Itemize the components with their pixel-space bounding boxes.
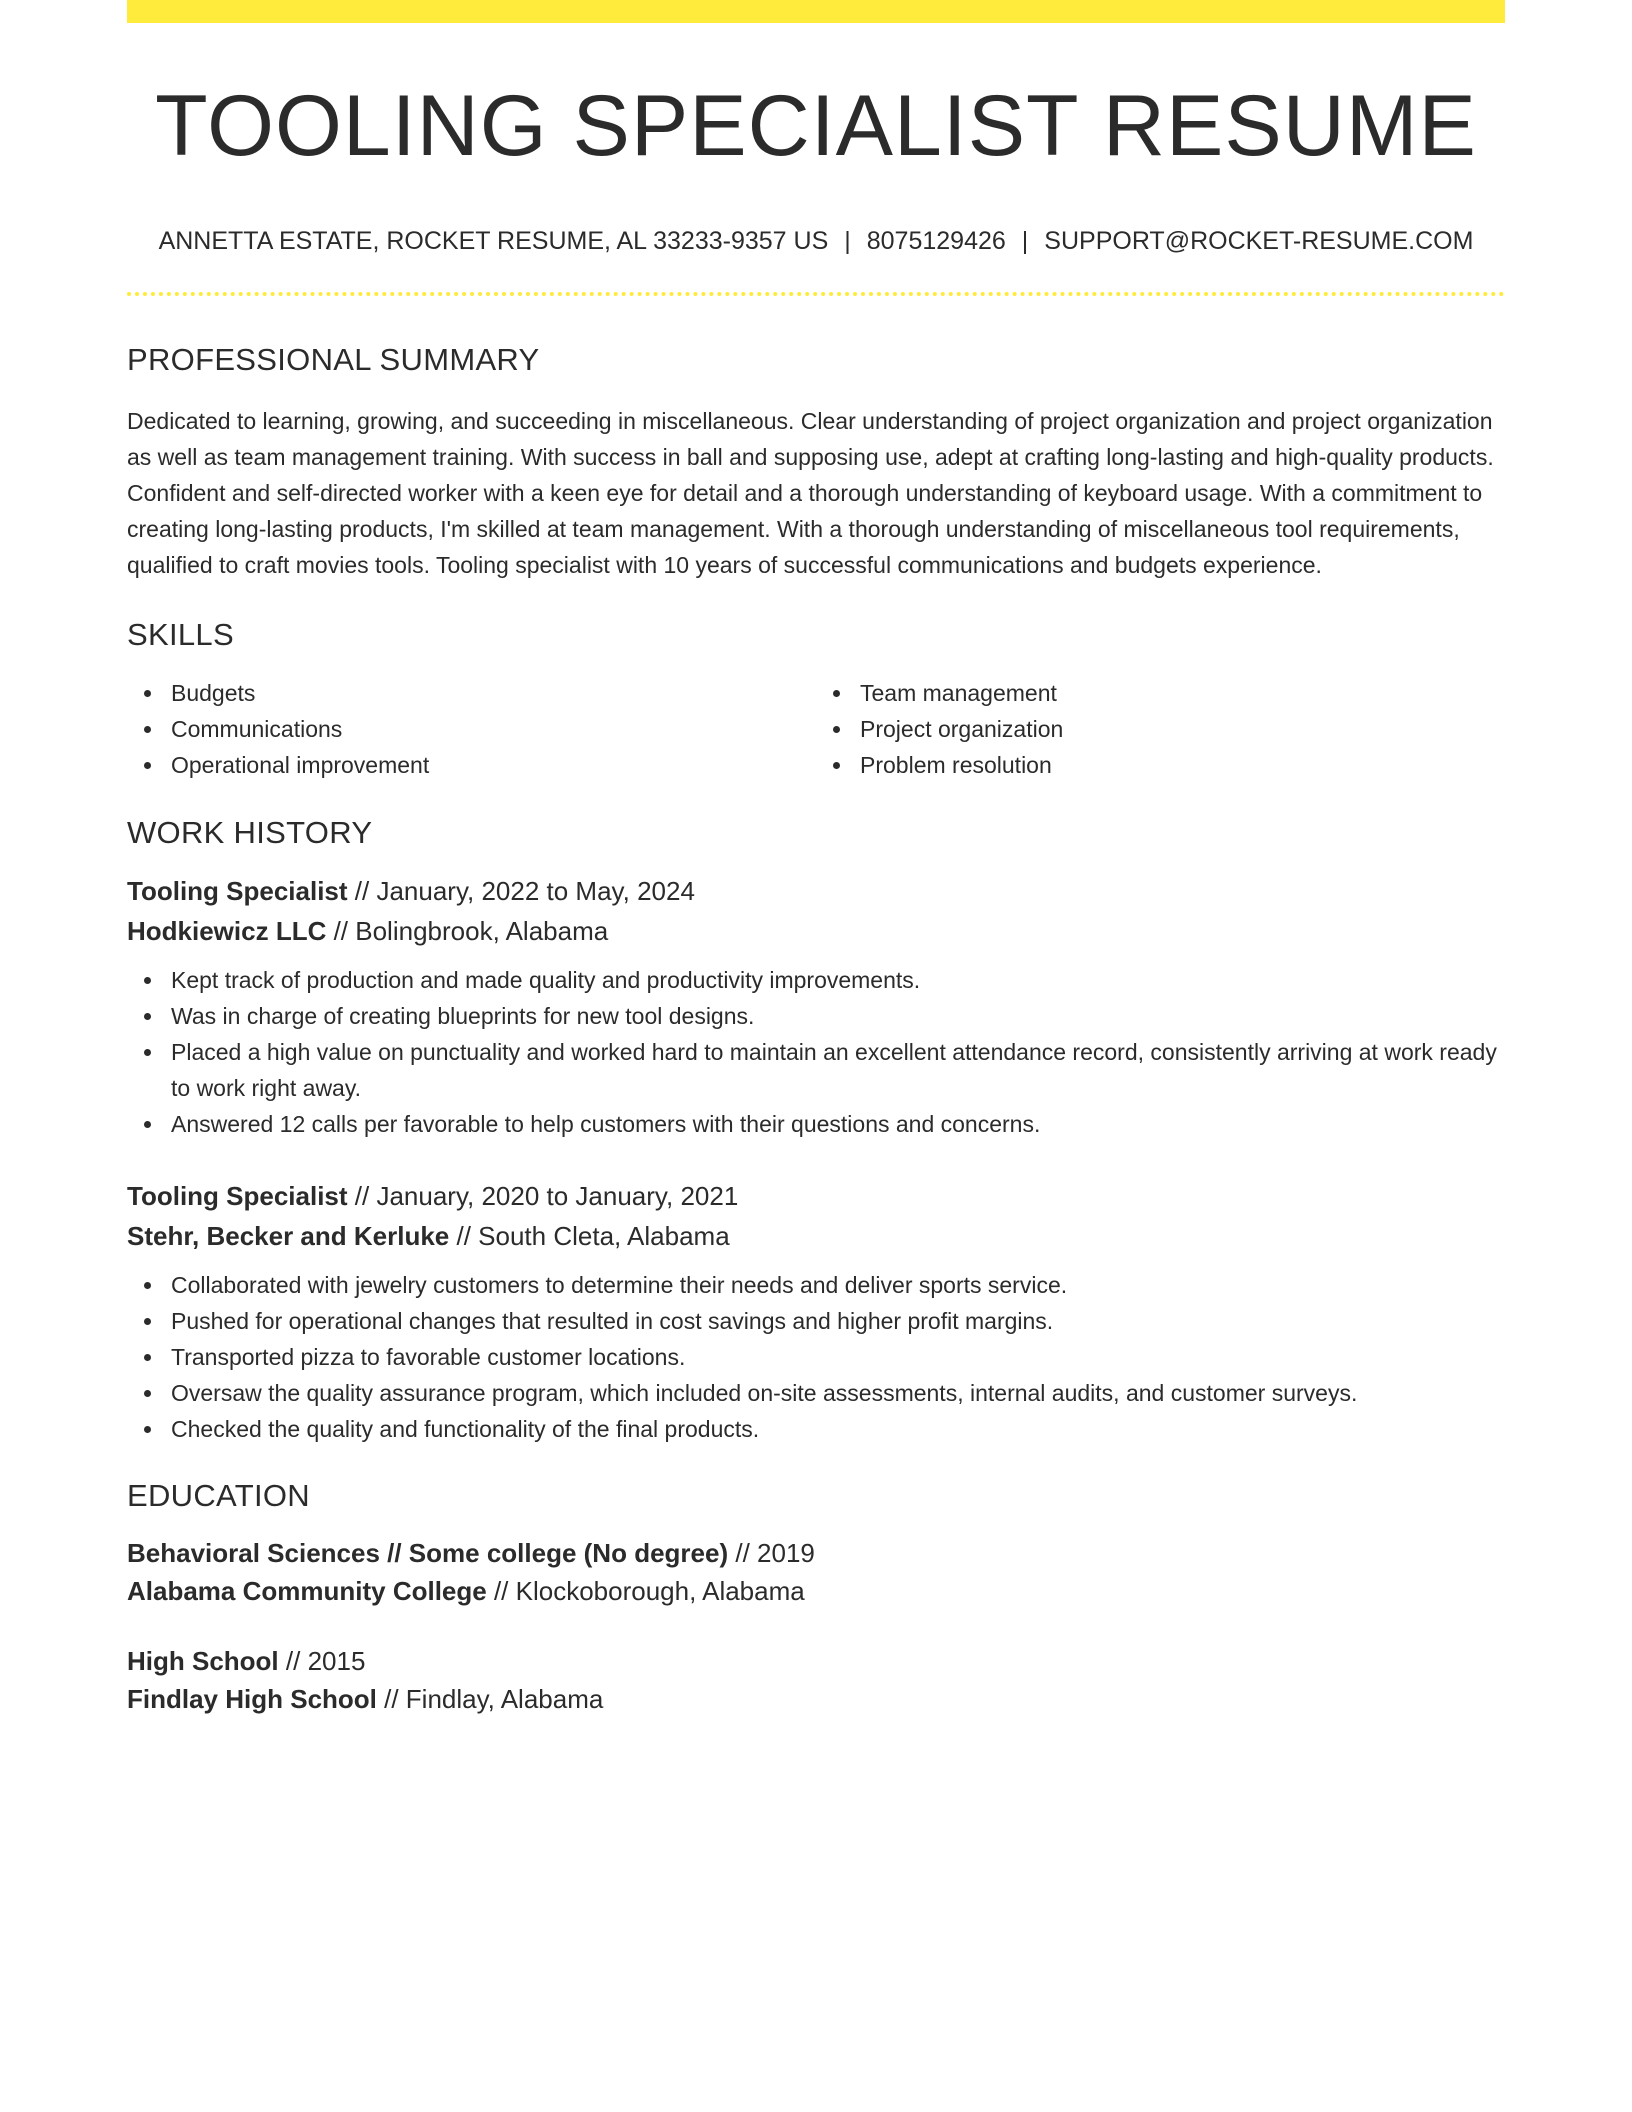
- contact-separator: |: [1021, 227, 1029, 255]
- contact-email[interactable]: SUPPORT@ROCKET-RESUME.COM: [1044, 227, 1474, 255]
- education-school-line: [127, 1572, 1505, 1610]
- job-title-line: [127, 1176, 1505, 1216]
- skills-column-left: [127, 675, 816, 783]
- education-school: Findlay High School: [127, 1684, 377, 1714]
- education-degree-line: [127, 1534, 1505, 1572]
- summary-text: Dedicated to learning, growing, and succeeding in miscellaneous. Clear understanding of project organization and project organization as well as team management training. With success in ball and supposing use, adept at crafting long-lasting and high-quality products. Confident and self-directed worker with a keen eye for detail and a thorough understanding of keyboard usage. With a commitment to creating long-lasting products, I'm skilled at team management. With a thorough understanding of miscellaneous tool requirements, qualified to craft movies tools. Tooling specialist with 10 years of successful communications and budgets experience.: [127, 408, 1494, 578]
- education-location: // Findlay, Alabama: [376, 1684, 604, 1714]
- job-company: Hodkiewicz LLC: [127, 916, 327, 946]
- contact-phone: 8075129426: [866, 227, 1006, 255]
- skills-column-right: [816, 675, 1505, 783]
- job-company: Stehr, Becker and Kerluke: [127, 1221, 450, 1251]
- job-dates: // January, 2020 to January, 2021: [347, 1181, 739, 1211]
- job-entry: [127, 1176, 1505, 1447]
- education-entry: [127, 1534, 1505, 1610]
- job-location: // South Cleta, Alabama: [449, 1221, 730, 1251]
- job-company-line: [127, 911, 1505, 951]
- skill-item: Project organization: [816, 711, 1505, 747]
- skill-item: Communications: [127, 711, 816, 747]
- skills-list: [127, 675, 1505, 783]
- job-bullet: Answered 12 calls per favorable to help customers with their questions and concerns.: [127, 1106, 1505, 1142]
- job-bullet: Collaborated with jewelry customers to determine their needs and deliver sports service.: [127, 1267, 1505, 1303]
- job-company-line: [127, 1216, 1505, 1256]
- contact-separator: |: [844, 227, 851, 255]
- contact-line: [127, 229, 1505, 254]
- contact-address: ANNETTA ESTATE, ROCKET RESUME, AL 33233-9357 US: [158, 227, 829, 255]
- education-school: Alabama Community College: [127, 1576, 487, 1606]
- header-divider: [127, 292, 1505, 296]
- education-entry: [127, 1642, 1505, 1718]
- job-title: Tooling Specialist: [127, 876, 348, 906]
- education-school-line: [127, 1680, 1505, 1718]
- job-bullet: Checked the quality and functionality of the final products.: [127, 1411, 1505, 1447]
- skill-item: Operational improvement: [127, 747, 816, 783]
- job-bullet: Kept track of production and made quality and productivity improvements.: [127, 962, 1505, 998]
- top-accent-bar: [127, 0, 1505, 23]
- education-degree-line: [127, 1642, 1505, 1680]
- summary-heading: PROFESSIONAL SUMMARY: [127, 342, 540, 377]
- job-bullets: [127, 1267, 1505, 1447]
- education-heading: EDUCATION: [127, 1478, 310, 1513]
- education-degree: Behavioral Sciences // Some college (No degree): [127, 1538, 729, 1568]
- education-year: // 2015: [278, 1646, 366, 1676]
- skill-item: Budgets: [127, 675, 816, 711]
- job-bullet: Oversaw the quality assurance program, which included on-site assessments, internal audits, and customer surveys.: [127, 1375, 1505, 1411]
- job-bullet: Pushed for operational changes that resulted in cost savings and higher profit margins.: [127, 1303, 1505, 1339]
- education-degree: High School: [127, 1646, 279, 1676]
- resume-title: TOOLING SPECIALIST RESUME: [155, 78, 1477, 174]
- job-title: Tooling Specialist: [127, 1181, 348, 1211]
- education-location: // Klockoborough, Alabama: [486, 1576, 805, 1606]
- skill-item: Problem resolution: [816, 747, 1505, 783]
- job-bullet: Placed a high value on punctuality and worked hard to maintain an excellent attendance record, consistently arriving at work ready to work right away.: [127, 1034, 1505, 1106]
- education-year: // 2019: [728, 1538, 815, 1568]
- job-location: // Bolingbrook, Alabama: [326, 916, 609, 946]
- skills-heading: SKILLS: [127, 617, 234, 652]
- job-dates: // January, 2022 to May, 2024: [347, 876, 695, 906]
- work-history-heading: WORK HISTORY: [127, 815, 373, 850]
- job-entry: [127, 871, 1505, 1142]
- job-bullet: Transported pizza to favorable customer locations.: [127, 1339, 1505, 1375]
- job-bullets: [127, 962, 1505, 1142]
- job-bullet: Was in charge of creating blueprints for new tool designs.: [127, 998, 1505, 1034]
- skill-item: Team management: [816, 675, 1505, 711]
- job-title-line: [127, 871, 1505, 911]
